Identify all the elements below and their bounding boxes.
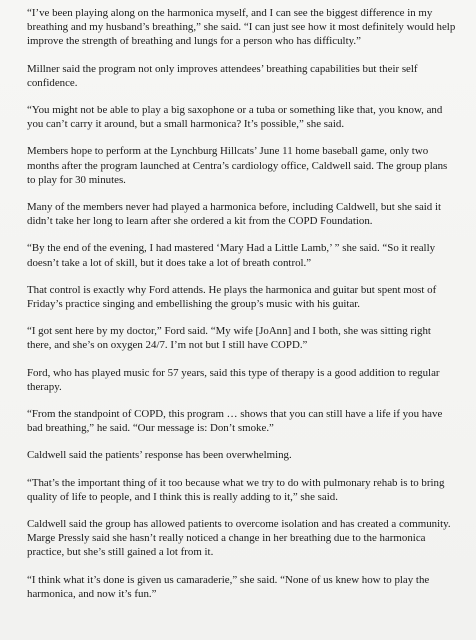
article-body bbox=[27, 6, 457, 614]
paragraph: “From the standpoint of COPD, this program … shows that you can still have a life if you have bad breathing,” he said. “Our message is: Don’t smoke.” bbox=[27, 408, 443, 435]
paragraph: Caldwell said the group has allowed patients to overcome isolation and has created a community. Marge Pressly said she hasn’t really noticed a change in her breathing due to the harmonica practice, but she’s still gained a lot from it. bbox=[27, 518, 451, 559]
paragraph: Members hope to perform at the Lynchburg Hillcats’ June 11 home baseball game, only two months after the program launched at Centra’s cardiology office, Caldwell said. The group plans to play for 30 minutes. bbox=[27, 145, 448, 186]
paragraph: “That’s the important thing of it too because what we try to do with pulmonary rehab is to bring quality of life to people, and I think this is really adding to it,” she said. bbox=[27, 476, 445, 503]
paragraph: “I’ve been playing along on the harmonica myself, and I can see the biggest difference in my breathing and my husband’s breathing,” she said. “I can just see how it most definitely would help improve the strength of breathing and lungs for a person who has difficulty.” bbox=[27, 7, 456, 48]
paragraph: Millner said the program not only improves attendees’ breathing capabilities but their self confidence. bbox=[27, 62, 418, 89]
paragraph: “By the end of the evening, I had mastered ‘Mary Had a Little Lamb,’ ” she said. “So it really doesn’t take a lot of skill, but it does take a lot of breath control.” bbox=[27, 242, 436, 269]
paragraph: “I think what it’s done is given us camaraderie,” she said. “None of us knew how to play the harmonica, and now it’s fun.” bbox=[27, 573, 430, 600]
paragraph: Caldwell said the patients’ response has been overwhelming. bbox=[27, 449, 292, 462]
paragraph: Many of the members never had played a harmonica before, including Caldwell, but she said it didn’t take her long to learn after she ordered a kit from the COPD Foundation. bbox=[27, 201, 442, 228]
paragraph: Ford, who has played music for 57 years, said this type of therapy is a good addition to regular therapy. bbox=[27, 366, 440, 393]
paragraph: “You might not be able to play a big saxophone or a tuba or something like that, you know, and you can’t carry it around, but a small harmonica? It’s possible,” she said. bbox=[27, 104, 443, 131]
paragraph: That control is exactly why Ford attends. He plays the harmonica and guitar but spent most of Friday’s practice singing and embellishing the group’s music with his guitar. bbox=[27, 283, 437, 311]
paragraph: “I got sent here by my doctor,” Ford said. “My wife [JoAnn] and I both, she was sitting right there, and she’s on oxygen 24/7. I’m not but I still have COPD.” bbox=[27, 325, 431, 352]
